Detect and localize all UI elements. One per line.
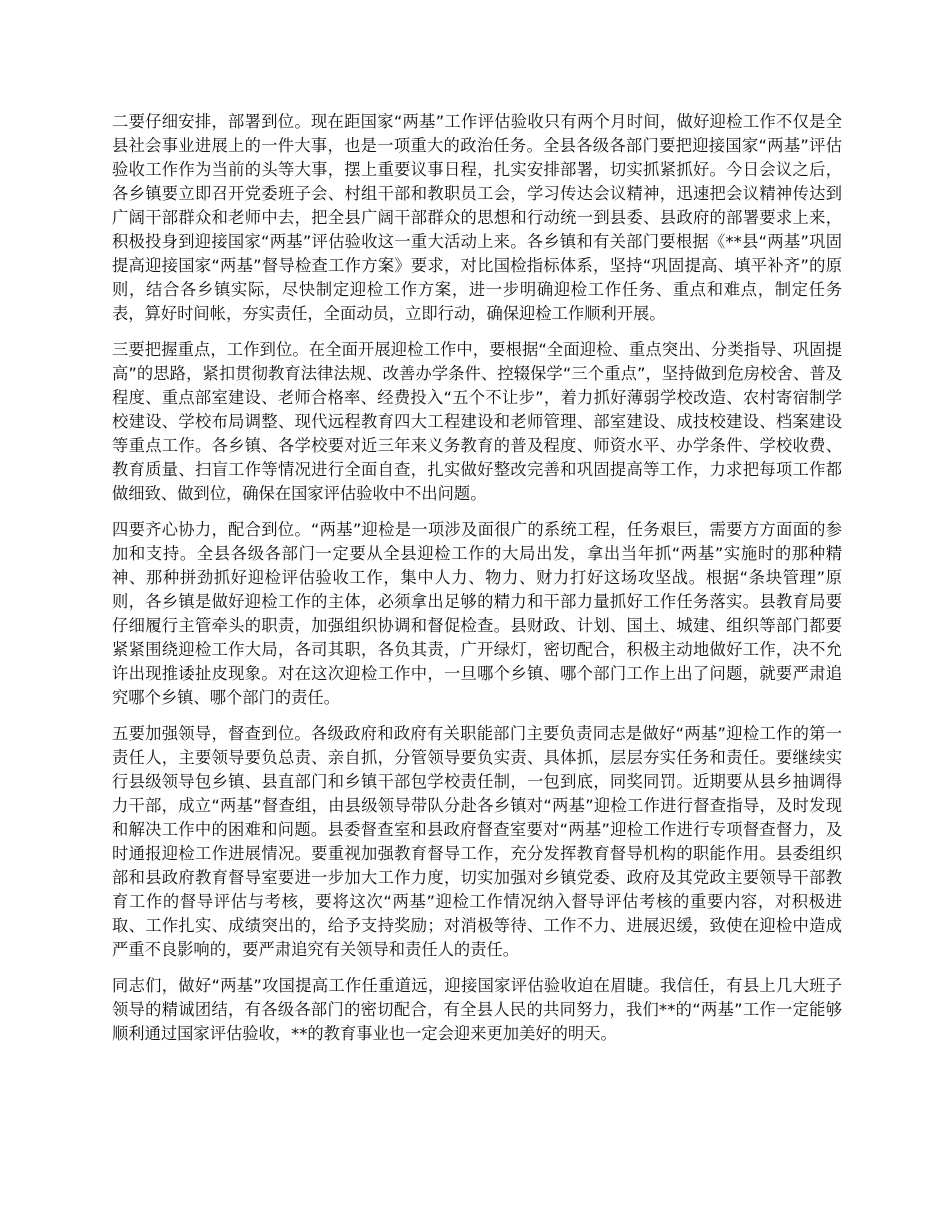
paragraph-closing: 同志们，做好“两基”攻国提高工作任重道远，迎接国家评估验收迫在眉睫。我信任，有县上几大班子领导的精诚团结，有各级各部门的密切配合，有全县人民的共同努力，我们**的“两基”工作一定能够顺利通过国家评估验收，**的教育事业也一定会迎来更加美好的明天。	[112, 976, 842, 1043]
paragraph-2-arrangement: 二要仔细安排，部署到位。现在距国家“两基”工作评估验收只有两个月时间，做好迎检工作不仅是全县社会事业进展上的一件大事，也是一项重大的政治任务。全县各级各部门要把迎接国家“两基”评估验收工作作为当前的头等大事，摆上重要议事日程，扎实安排部署，切实抓紧抓好。今日会议之后，各乡镇要立即召开党委班子会、村组干部和教职员工会，学习传达会议精神，迅速把会议精神传达到广阔干部群众和老师中去，把全县广阔干部群众的思想和行动统一到县委、县政府的部署要求上来，积极投身到迎接国家“两基”评估验收这一重大活动上来。各乡镇和有关部门要根据《**县“两基”巩固提高迎接国家“两基”督导检查工作方案》要求，对比国检指标体系，坚持“巩固提高、填平补齐”的原则，结合各乡镇实际，尽快制定迎检工作方案，进一步明确迎检工作任务、重点和难点，制定任务表，算好时间帐，夯实责任，全面动员，立即行动，确保迎检工作顺利开展。	[112, 112, 842, 323]
paragraph-4-cooperation: 四要齐心协力，配合到位。“两基”迎检是一项涉及面很广的系统工程，任务艰巨，需要方方面面的参加和支持。全县各级各部门一定要从全县迎检工作的大局出发，拿出当年抓“两基”实施时的那种精神、那种拼劲抓好迎检评估验收工作，集中人力、物力、财力打好这场攻坚战。根据“条块管理”原则，各乡镇是做好迎检工作的主体，必须拿出足够的精力和干部力量抓好工作任务落实。县教育局要仔细履行主管牵头的职责，加强组织协调和督促检查。县财政、计划、国土、城建、组织等部门都要紧紧围绕迎检工作大局，各司其职，各负其责，广开绿灯，密切配合，积极主动地做好工作，决不允许出现推诿扯皮现象。对在这次迎检工作中，一旦哪个乡镇、哪个部门工作上出了问题，就要严肃追究哪个乡镇、哪个部门的责任。	[112, 520, 842, 707]
document-body	[112, 110, 842, 1058]
paragraph-3-key-points: 三要把握重点，工作到位。在全面开展迎检工作中，要根据“全面迎检、重点突出、分类指导、巩固提高”的思路，紧扣贯彻教育法律法规、改善办学条件、控辍保学“三个重点”，坚持做到危房校舍、普及程度、重点部室建设、老师合格率、经费投入“五个不让步”，着力抓好薄弱学校改造、农村寄宿制学校建设、学校布局调整、现代远程教育四大工程建设和老师管理、部室建设、成技校建设、档案建设等重点工作。各乡镇、各学校要对近三年来义务教育的普及程度、师资水平、办学条件、学校收费、教育质量、扫盲工作等情况进行全面自查，扎实做好整改完善和巩固提高等工作，力求把每项工作都做细致、做到位，确保在国家评估验收中不出问题。	[112, 340, 842, 503]
paragraph-5-leadership: 五要加强领导，督查到位。各级政府和政府有关职能部门主要负责同志是做好“两基”迎检工作的第一责任人，主要领导要负总责、亲自抓，分管领导要负实责、具体抓，层层夯实任务和责任。要继续实行县级领导包乡镇、县直部门和乡镇干部包学校责任制，一包到底，同奖同罚。近期要从县乡抽调得力干部，成立“两基”督查组，由县级领导带队分赴各乡镇对“两基”迎检工作进行督查指导，及时发现和解决工作中的困难和问题。县委督查室和县政府督查室要对“两基”迎检工作进行专项督查督力，及时通报迎检工作进展情况。要重视加强教育督导工作，充分发挥教育督导机构的职能作用。县委组织部和县政府教育督导室要进一步加大工作力度，切实加强对乡镇党委、政府及其党政主要领导干部教育工作的督导评估与考核，要将这次“两基”迎检工作情况纳入督导评估考核的重要内容，对积极进取、工作扎实、成绩突出的，给予支持奖励；对消极等待、工作不力、进展迟缓，致使在迎检中造成严重不良影响的，要严肃追究有关领导和责任人的责任。	[112, 724, 842, 959]
